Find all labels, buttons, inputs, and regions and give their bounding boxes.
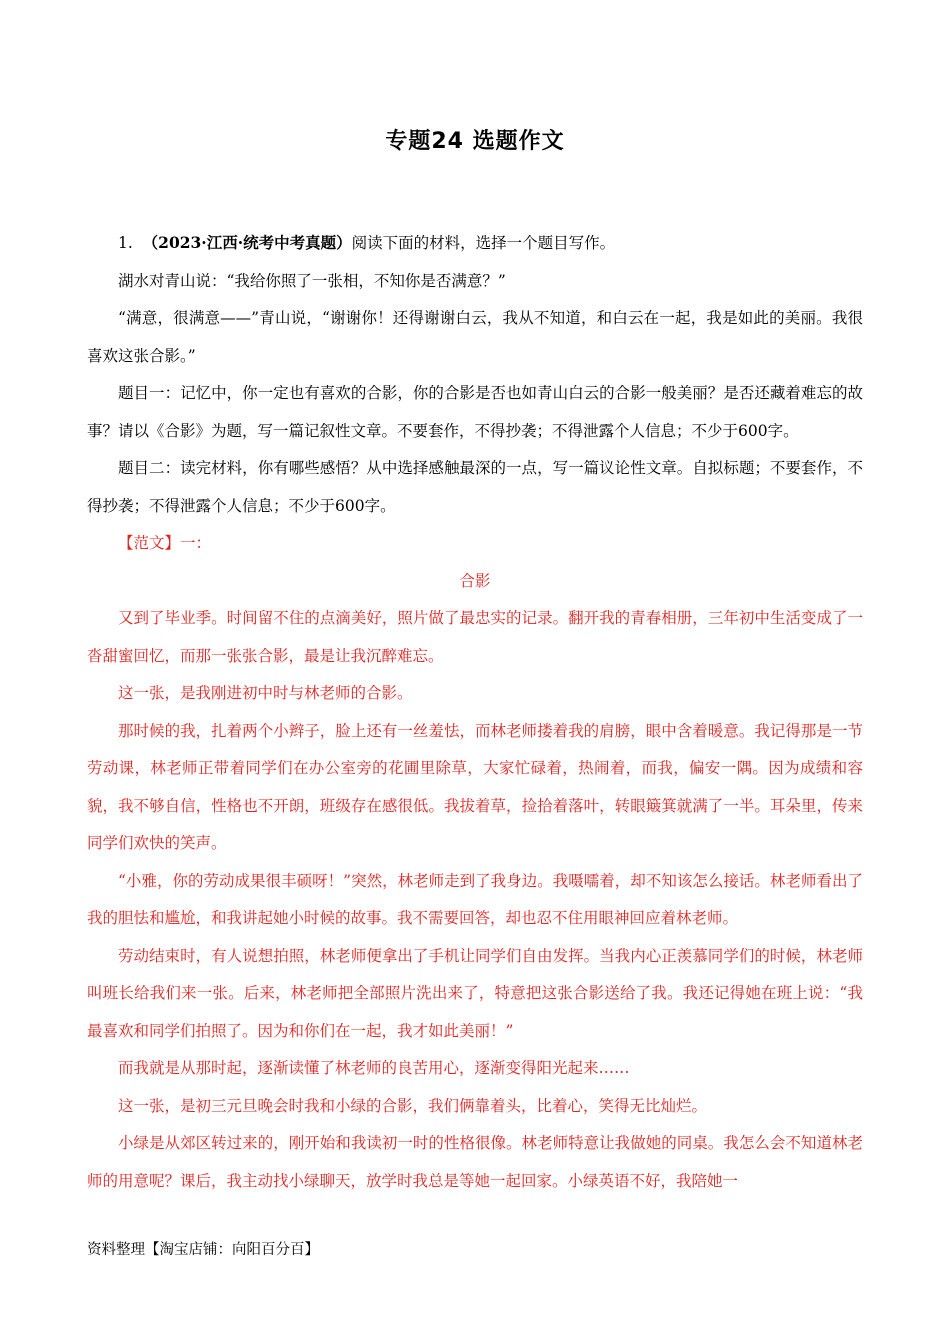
question-number: 1. — [118, 234, 133, 252]
material-paragraph: 湖水对青山说：“我给你照了一张相，不知你是否满意？” — [118, 271, 506, 290]
essay-paragraph: “小雅，你的劳动成果很丰硕呀！”突然，林老师走到了我身边。我嗫嚅着，却不知该怎么接话。林老师看出了我的胆怯和尴尬，和我讲起她小时候的故事。我不需要回答，却也忍不住用眼神回应着林老师。 — [87, 871, 863, 927]
material-paragraph: “满意，很满意——”青山说，“谢谢你！还得谢谢白云，我从不知道，和白云在一起，我是如此的美丽。我很喜欢这张合影。” — [87, 309, 863, 365]
essay-paragraph: 劳动结束时，有人说想拍照，林老师便拿出了手机让同学们自由发挥。当我内心正羡慕同学们的时候，林老师叫班长给我们来一张。后来，林老师把全部照片洗出来了，特意把这张合影送给了我。我还记得她在班上说：“我最喜欢和同学们拍照了。因为和你们在一起，我才如此美丽！” — [87, 946, 863, 1040]
question-source: （2023·江西·统考中考真题） — [142, 233, 352, 252]
page-footer: 资料整理【淘宝店铺：向阳百分百】 — [87, 1242, 319, 1258]
topic-two: 题目二：读完材料，你有哪些感悟？从中选择感触最深的一点，写一篇议论性文章。自拟标题；不要套作，不得抄袭；不得泄露个人信息；不少于600字。 — [87, 459, 863, 515]
essay-paragraph: 小绿是从郊区转过来的，刚开始和我读初一时的性格很像。林老师特意让我做她的同桌。我怎么会不知道林老师的用意呢？课后，我主动找小绿聊天，放学时我总是等她一起回家。小绿英语不好，我陪她一 — [87, 1134, 863, 1190]
question-header — [87, 224, 863, 263]
essay-paragraph: 这一张，是我刚进初中时与林老师的合影。 — [118, 684, 413, 702]
essay-paragraph: 又到了毕业季。时间留不住的点滴美好，照片做了最忠实的记录。翻开我的青春相册，三年初中生活变成了一沓甜蜜回忆，而那一张张合影，最是让我沉醉难忘。 — [87, 609, 863, 665]
essay-paragraph: 那时候的我，扎着两个小辫子，脸上还有一丝羞怯，而林老师搂着我的肩膀，眼中含着暖意。我记得那是一节劳动课，林老师正带着同学们在办公室旁的花圃里除草，大家忙碌着，热闹着，而我，偏安一隅。因为成绩和容貌，我不够自信，性格也不开朗，班级存在感很低。我拔着草，捡拾着落叶，转眼簸箕就满了一半。耳朵里，传来同学们欢快的笑声。 — [87, 721, 863, 852]
question-instruction: 阅读下面的材料，选择一个题目写作。 — [351, 234, 616, 252]
content-area — [87, 224, 863, 1200]
topic-one: 题目一：记忆中，你一定也有喜欢的合影，你的合影是否也如青山白云的合影一般美丽？是否还藏着难忘的故事？请以《合影》为题，写一篇记叙性文章。不要套作，不得抄袭；不得泄露个人信息；不少于600字。 — [87, 384, 863, 440]
page-title: 专题24 选题作文 — [385, 129, 565, 154]
essay-label: 【范文】一： — [118, 534, 212, 552]
essay-title: 合影 — [459, 571, 491, 590]
essay-paragraph: 这一张，是初三元旦晚会时我和小绿的合影，我们俩靠着头，比着心，笑得无比灿烂。 — [118, 1096, 708, 1115]
essay-paragraph: 而我就是从那时起，逐渐读懂了林老师的良苦用心，逐渐变得阳光起来…… — [118, 1059, 630, 1077]
